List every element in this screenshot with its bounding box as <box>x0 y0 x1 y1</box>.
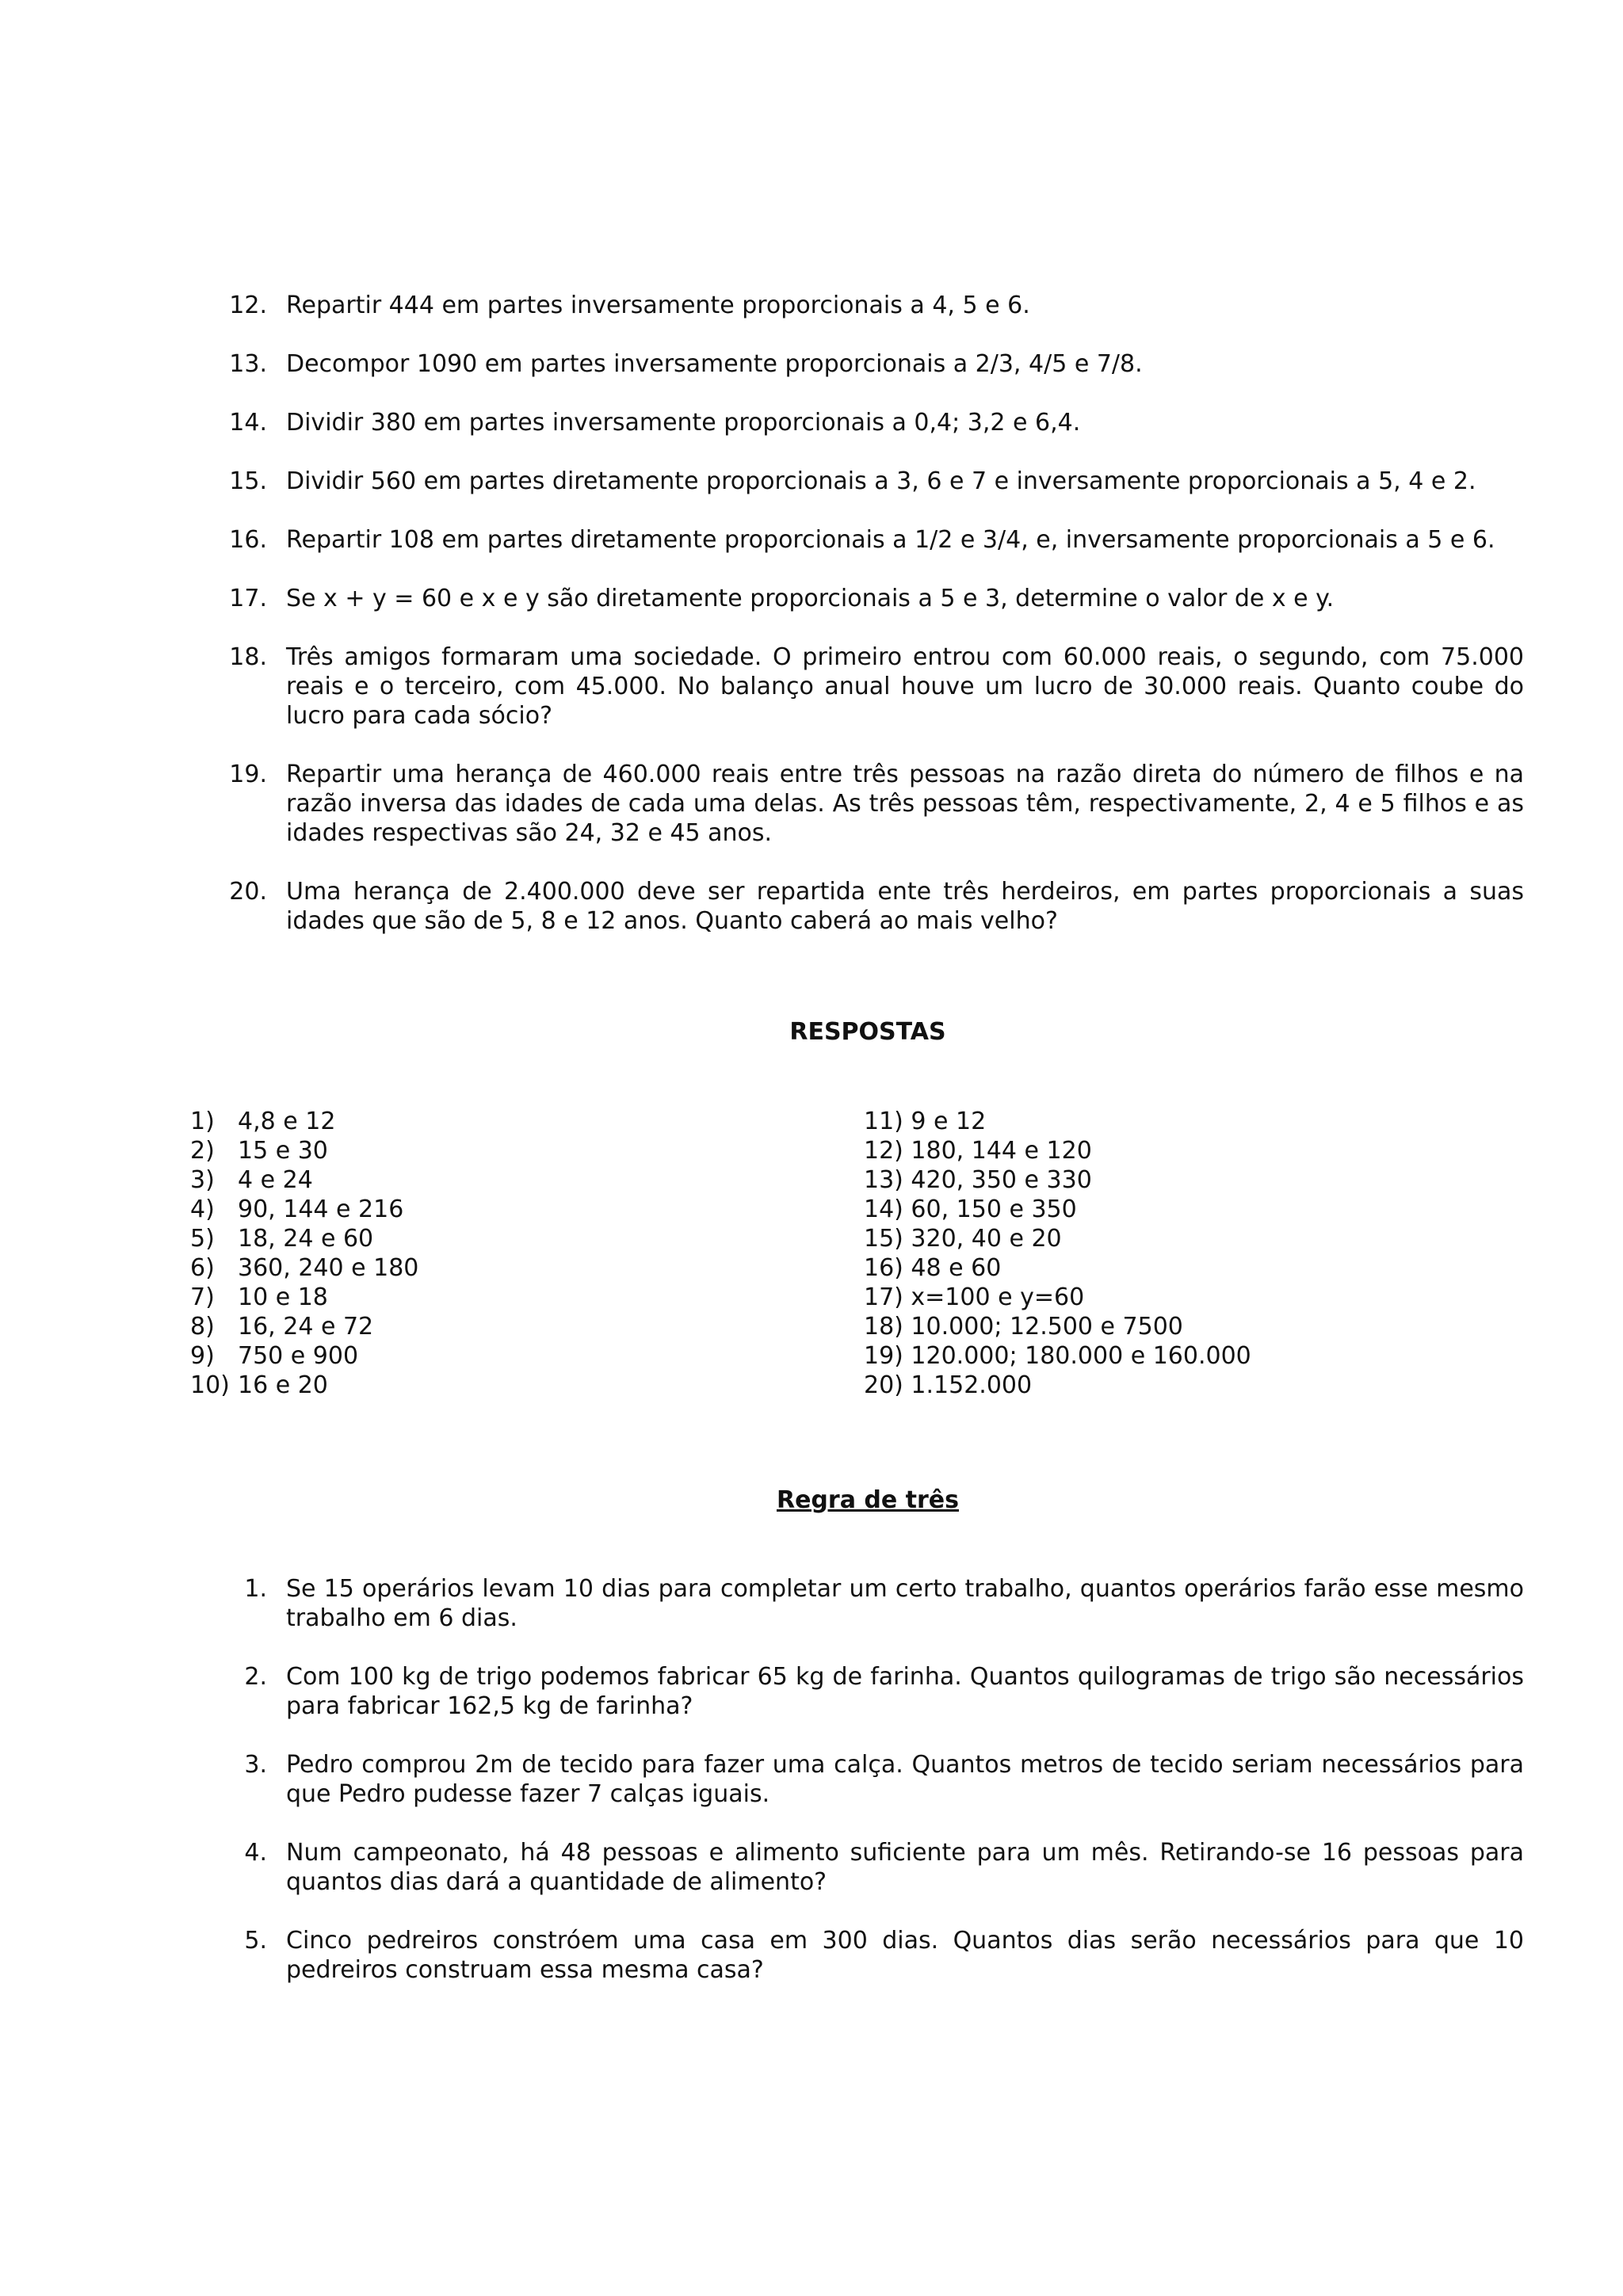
answer-row <box>190 1253 418 1283</box>
exercise-text: Se 15 operários levam 10 dias para completar um certo trabalho, quantos operários farão esse mesmo trabalho em 6 dias. <box>286 1575 1524 1632</box>
answer-row: 20) 1.152.000 <box>864 1371 1033 1399</box>
exercise-item <box>220 1926 1524 1985</box>
answer-row <box>190 1136 418 1165</box>
exercise-text: Se x + y = 60 e x e y são diretamente proporcionais a 5 e 3, determine o valor de x e y. <box>286 585 1335 612</box>
answer-row: 17) x=100 e y=60 <box>864 1283 1085 1311</box>
exercise-item <box>220 877 1524 936</box>
answer-text: 16, 24 e 72 <box>238 1313 374 1341</box>
answer-row: 11) 9 e 12 <box>864 1108 987 1135</box>
exercise-text: Cinco pedreiros constróem uma casa em 300 dias. Quantos dias serão necessários para que 10 pedreiros construam essa mesma casa? <box>286 1927 1524 1984</box>
answers-left-column <box>190 1107 418 1400</box>
exercise-text: Uma herança de 2.400.000 deve ser repartida ente três herdeiros, em partes proporcionais a suas idades que são de 5, 8 e 12 anos. Quanto caberá ao mais velho? <box>286 878 1524 935</box>
answer-text: 18, 24 e 60 <box>238 1225 374 1253</box>
answer-row <box>190 1165 418 1195</box>
exercise-item <box>220 467 1524 496</box>
exercise-item <box>220 1574 1524 1633</box>
exercise-text: Repartir 444 em partes inversamente proporcionais a 4, 5 e 6. <box>286 292 1030 319</box>
answer-number: 9) <box>190 1342 215 1370</box>
answer-text: 750 e 900 <box>238 1342 359 1370</box>
answer-row: 18) 10.000; 12.500 e 7500 <box>864 1313 1183 1341</box>
exercise-item <box>220 643 1524 730</box>
exercise-text: Repartir 108 em partes diretamente proporcionais a 1/2 e 3/4, e, inversamente proporcionais a 5 e 6. <box>286 526 1495 554</box>
answer-row <box>190 1224 418 1253</box>
exercise-list <box>220 291 1524 965</box>
answer-row <box>190 1341 418 1371</box>
answer-row: 14) 60, 150 e 350 <box>864 1196 1077 1223</box>
answer-text: 16 e 20 <box>238 1371 328 1399</box>
answer-row: 12) 180, 144 e 120 <box>864 1137 1092 1165</box>
answer-text: 360, 240 e 180 <box>238 1254 419 1282</box>
answer-number: 6) <box>190 1254 215 1282</box>
exercise-number: 2. <box>244 1663 267 1691</box>
answer-number: 1) <box>190 1108 215 1135</box>
exercise-item <box>220 1662 1524 1721</box>
answer-number: 5) <box>190 1225 215 1253</box>
answer-row: 16) 48 e 60 <box>864 1254 1002 1282</box>
exercise-number: 14. <box>229 409 267 437</box>
exercise-item <box>220 408 1524 437</box>
answer-number: 4) <box>190 1196 215 1223</box>
answer-row: 19) 120.000; 180.000 e 160.000 <box>864 1342 1251 1370</box>
answer-row <box>190 1371 418 1400</box>
exercise-number: 19. <box>229 761 267 788</box>
exercise-text: Repartir uma herança de 460.000 reais entre três pessoas na razão direta do número de filhos e na razão inversa das idades de cada uma delas. As três pessoas têm, respectivamente, 2, 4 e 5 filhos e as idades respectivas são 24, 32 e 45 anos. <box>286 761 1524 847</box>
answer-text: 4 e 24 <box>238 1166 313 1194</box>
answer-row <box>190 1283 418 1312</box>
exercise-text: Com 100 kg de trigo podemos fabricar 65 kg de farinha. Quantos quilogramas de trigo são necessários para fabricar 162,5 kg de farinha? <box>286 1663 1524 1720</box>
exercise-item <box>220 584 1524 613</box>
answer-number: 7) <box>190 1283 215 1311</box>
exercise-number: 13. <box>229 350 267 378</box>
exercise-number: 15. <box>229 467 267 495</box>
exercise-number: 3. <box>244 1751 267 1779</box>
answer-number: 2) <box>190 1137 215 1165</box>
answers-right-column <box>864 1107 1251 1400</box>
answer-row <box>190 1312 418 1341</box>
answer-text: 15 e 30 <box>238 1137 328 1165</box>
section-heading-rule-of-three: Regra de três <box>776 1486 959 1514</box>
exercise-text: Dividir 560 em partes diretamente proporcionais a 3, 6 e 7 e inversamente proporcionais a 5, 4 e 2. <box>286 467 1476 495</box>
exercise-text: Três amigos formaram uma sociedade. O primeiro entrou com 60.000 reais, o segundo, com 75.000 reais e o terceiro, com 45.000. No balanço anual houve um lucro de 30.000 reais. Quanto coube do lucro para cada sócio? <box>286 643 1524 730</box>
exercise-number: 12. <box>229 292 267 319</box>
exercise-number: 18. <box>229 643 267 671</box>
answer-row: 13) 420, 350 e 330 <box>864 1166 1092 1194</box>
answer-number: 10) <box>190 1371 230 1399</box>
rule-exercise-list <box>220 1574 1524 2014</box>
exercise-text: Decompor 1090 em partes inversamente proporcionais a 2/3, 4/5 e 7/8. <box>286 350 1143 378</box>
answer-text: 10 e 18 <box>238 1283 328 1311</box>
exercise-item <box>220 760 1524 848</box>
answer-row <box>190 1195 418 1224</box>
exercise-text: Num campeonato, há 48 pessoas e alimento suficiente para um mês. Retirando-se 16 pessoas para quantos dias dará a quantidade de alimento? <box>286 1839 1524 1896</box>
exercise-number: 4. <box>244 1839 267 1867</box>
exercise-item <box>220 349 1524 379</box>
exercise-number: 5. <box>244 1927 267 1955</box>
exercise-number: 20. <box>229 878 267 906</box>
exercise-text: Pedro comprou 2m de tecido para fazer uma calça. Quantos metros de tecido seriam necessários para que Pedro pudesse fazer 7 calças iguais. <box>286 1751 1524 1808</box>
answers-heading: RESPOSTAS <box>789 1018 946 1046</box>
answer-number: 3) <box>190 1166 215 1194</box>
exercise-item <box>220 1750 1524 1809</box>
exercise-number: 1. <box>244 1575 267 1603</box>
answer-number: 8) <box>190 1313 215 1341</box>
exercise-item <box>220 1838 1524 1897</box>
exercise-item <box>220 291 1524 320</box>
answer-text: 4,8 e 12 <box>238 1108 336 1135</box>
answer-row <box>190 1107 418 1136</box>
exercise-text: Dividir 380 em partes inversamente proporcionais a 0,4; 3,2 e 6,4. <box>286 409 1081 437</box>
exercise-item <box>220 525 1524 555</box>
answer-text: 90, 144 e 216 <box>238 1196 404 1223</box>
exercise-number: 16. <box>229 526 267 554</box>
answer-row: 15) 320, 40 e 20 <box>864 1225 1062 1253</box>
exercise-number: 17. <box>229 585 267 612</box>
